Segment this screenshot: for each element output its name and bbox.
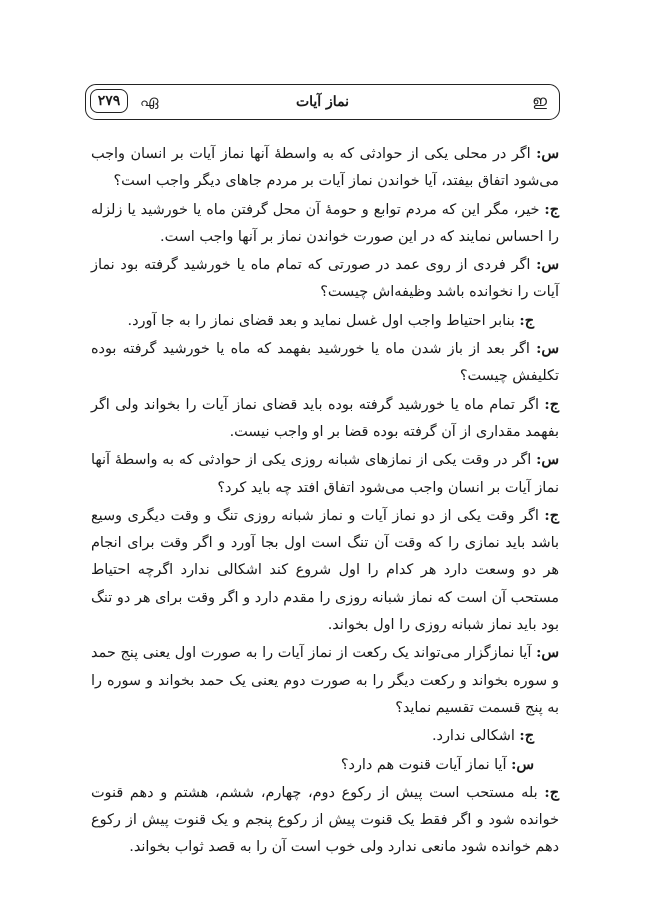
question-paragraph — [91, 251, 559, 307]
paragraph-text: اگر تمام ماه یا خورشید گرفته بوده باید قضای نماز آیات را بخواند ولی اگر بفهمد مقداری از آن گرفته بوده قضا بر او واجب نیست. — [91, 396, 559, 440]
paragraph-text: اگر فردی از روی عمد در صورتی که تمام ماه یا خورشید گرفته بود نماز آیات را نخوانده باشد وظیفه‌اش چیست؟ — [91, 257, 559, 301]
question-paragraph — [91, 335, 559, 391]
paragraph-text: بنابر احتیاط واجب اول غسل نماید و بعد قضای نماز را به جا آورد. — [127, 312, 520, 329]
paragraph-text: اگر بعد از باز شدن ماه یا خورشید بفهمد که ماه یا خورشید گرفته بوده تکلیفش چیست؟ — [91, 341, 559, 385]
answer-label: ج: — [544, 200, 559, 218]
page-header — [85, 84, 560, 120]
question-label: س: — [536, 644, 559, 662]
question-label: س: — [536, 256, 559, 274]
answer-paragraph — [91, 722, 559, 750]
question-paragraph — [91, 140, 559, 196]
answer-label: ج: — [544, 506, 559, 524]
question-label: س: — [536, 145, 559, 162]
ornament-right-icon: ഇ — [532, 92, 547, 110]
question-paragraph — [91, 446, 559, 502]
answer-paragraph — [91, 307, 559, 335]
answer-label: ج: — [519, 311, 534, 329]
question-label: س: — [511, 755, 534, 773]
question-label: س: — [536, 340, 559, 358]
answer-paragraph — [91, 779, 559, 862]
answer-label: ج: — [544, 783, 559, 801]
paragraph-text: بله مستحب است پیش از رکوع دوم، چهارم، ششم، هشتم و دهم قنوت خوانده شود و اگر فقط یک قنوت پیش از رکوع پنجم و یک قنوت پیش از رکوع دهم خوانده شود مانعی ندارد ولی خوب است آن را به قصد ثواب بخواند. — [91, 784, 559, 856]
answer-label: ج: — [544, 395, 559, 413]
question-paragraph — [91, 751, 559, 779]
paragraph-text: اگر در محلی یکی از حوادثی که به واسطهٔ آنها نماز آیات بر انسان واجب می‌شود اتفاق بیفتد، آیا خواندن نماز آیات بر مردم جاهای دیگر واجب است؟ — [91, 146, 559, 190]
page-body — [91, 140, 559, 862]
paragraph-text: اگر در وقت یکی از نمازهای شبانه روزی یکی از حوادثی که به واسطهٔ آنها نماز آیات بر انسان واجب می‌شود اتفاق افتد چه باید کرد؟ — [91, 452, 559, 496]
answer-paragraph — [91, 502, 559, 639]
answer-paragraph — [91, 391, 559, 447]
answer-paragraph — [91, 196, 559, 252]
paragraph-text: آیا نماز آیات قنوت هم دارد؟ — [340, 756, 512, 773]
page-title: نماز آیات — [295, 94, 350, 110]
question-label: س: — [536, 451, 560, 469]
paragraph-text: آیا نمازگزار می‌تواند یک رکعت از نماز آیات را به صورت اول یعنی پنج حمد و سوره بخواند و رکعت دیگر را به صورت دوم یعنی یک حمد بخواند و سوره را به پنج قسمت تقسیم نماید؟ — [91, 645, 559, 716]
paragraph-text: خیر، مگر این که مردم توابع و حومهٔ آن محل گرفتن ماه یا خورشید یا زلزله را احساس نمایند که در این صورت خواندن نماز بر آنها واجب است. — [91, 201, 559, 245]
question-paragraph — [91, 639, 559, 722]
page-number: ۲۷۹ — [90, 89, 128, 113]
paragraph-text: اگر وقت یکی از دو نماز آیات و نماز شبانه روزی تنگ و وقت دیگری وسیع باشد باید نمازی را که وقت آن تنگ است اول بجا آورد و اگر وقت برای انجام هر دو وسعت دارد هر کدام را اول شروع کند اشکالی ندارد اگرچه احتیاط مستحب آن است که نماز شبانه روزی را مقدم دارد و اگر وقت برای هر دو تنگ بود باید نماز شبانه روزی را اول بخواند. — [91, 507, 559, 634]
answer-label: ج: — [519, 727, 534, 745]
paragraph-text: اشکالی ندارد. — [431, 728, 520, 745]
ornament-left-icon: ഏ — [140, 92, 159, 110]
